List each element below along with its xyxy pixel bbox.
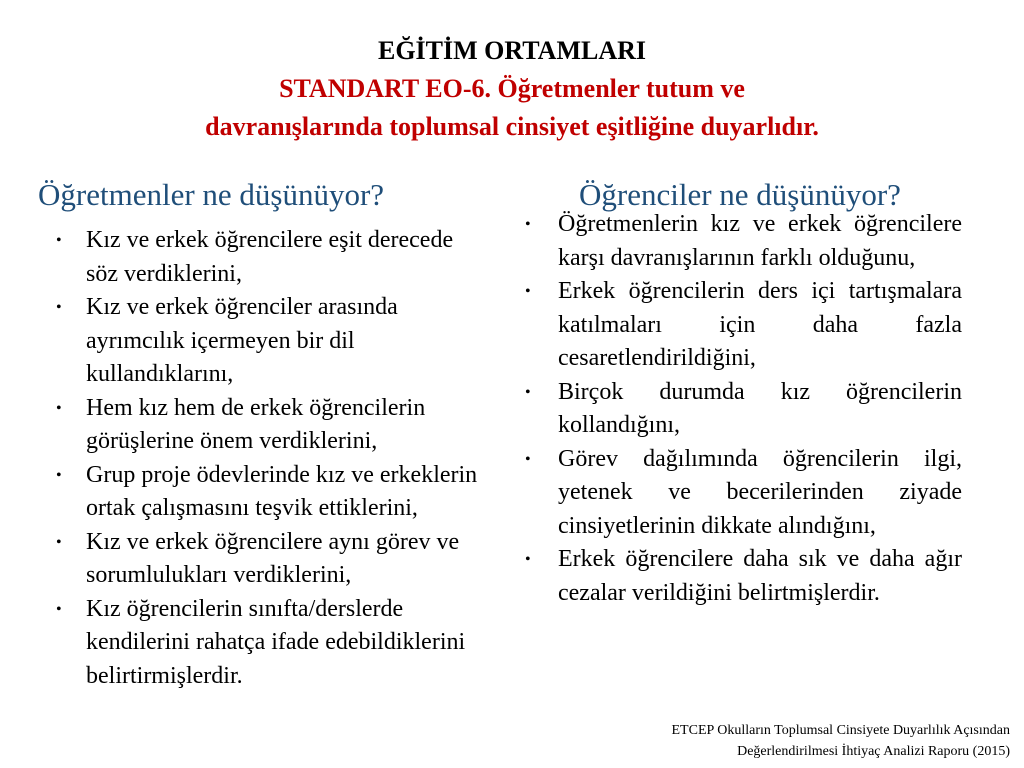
standard-title-line2: davranışlarında toplumsal cinsiyet eşitliğine duyarlıdır. xyxy=(205,112,819,141)
list-item-text: Kız ve erkek öğrencilere eşit derecede söz verdiklerini, xyxy=(86,227,454,287)
bullet-icon: • xyxy=(525,551,531,568)
bullet-icon: • xyxy=(56,232,62,249)
list-item xyxy=(56,459,491,526)
list-item xyxy=(56,224,491,291)
bullet-icon: • xyxy=(56,533,62,551)
bullet-icon: • xyxy=(56,399,62,417)
bullet-icon: • xyxy=(525,216,531,233)
list-item xyxy=(525,208,962,275)
list-item-text: Hem kız hem de erkek öğrencilerin görüşlerine önem verdiklerini, xyxy=(86,394,426,454)
list-item xyxy=(525,376,962,443)
list-item-text: Erkek öğrencilerin ders içi tartışmalara katılmaları için daha fazla cesaretlendirildiğini, xyxy=(558,278,962,371)
list-item-text: Kız ve erkek öğrencilere aynı görev ve sorumlulukları verdiklerini, xyxy=(86,528,460,588)
list-item xyxy=(525,543,962,610)
list-item-text: Öğretmenlerin kız ve erkek öğrencilere karşı davranışlarının farklı olduğunu, xyxy=(558,211,962,271)
list-item xyxy=(56,593,491,694)
students-heading: Öğrenciler ne düşünüyor? xyxy=(579,177,901,212)
bullet-icon: • xyxy=(525,383,531,401)
source-line-1: ETCEP Okulların Toplumsal Cinsiyete Duyarlılık Açısından xyxy=(671,723,1010,738)
list-item-text: Erkek öğrencilere daha sık ve daha ağır cezalar verildiğini belirtmişlerdir. xyxy=(558,546,962,606)
list-item-text: Grup proje ödevlerinde kız ve erkeklerin ortak çalışmasını teşvik ettiklerini, xyxy=(86,461,478,521)
slide-title: EĞİTİM ORTAMLARI xyxy=(377,36,646,65)
source-citation xyxy=(672,720,1011,762)
bullet-icon: • xyxy=(525,283,531,300)
bullet-icon: • xyxy=(525,450,531,468)
list-item-text: Görev dağılımında öğrencilerin ilgi, yetenek ve becerilerinden ziyade cinsiyetlerinin dikkate alındığını, xyxy=(558,445,962,539)
teachers-heading: Öğretmenler ne düşünüyor? xyxy=(38,177,385,212)
source-line-2: Değerlendirilmesi İhtiyaç Analizi Raporu (2015) xyxy=(737,744,1010,759)
bullet-icon: • xyxy=(56,466,62,484)
list-item xyxy=(525,443,962,544)
bullet-icon: • xyxy=(56,600,62,618)
list-item xyxy=(56,526,491,593)
list-item xyxy=(56,291,491,392)
teachers-list xyxy=(56,224,491,693)
students-list xyxy=(525,208,962,610)
list-item xyxy=(525,275,962,376)
list-item-text: Kız ve erkek öğrenciler arasında ayrımcılık içermeyen bir dil kullandıklarını, xyxy=(86,294,398,387)
list-item-text: Birçok durumda kız öğrencilerin kollandığını, xyxy=(558,378,962,438)
standard-title-line1: STANDART EO-6. Öğretmenler tutum ve xyxy=(279,74,745,103)
bullet-icon: • xyxy=(56,299,62,316)
list-item-text: Kız öğrencilerin sınıfta/derslerde kendilerini rahatça ifade edebildiklerini belirtirmişlerdir. xyxy=(86,595,466,689)
list-item xyxy=(56,392,491,459)
